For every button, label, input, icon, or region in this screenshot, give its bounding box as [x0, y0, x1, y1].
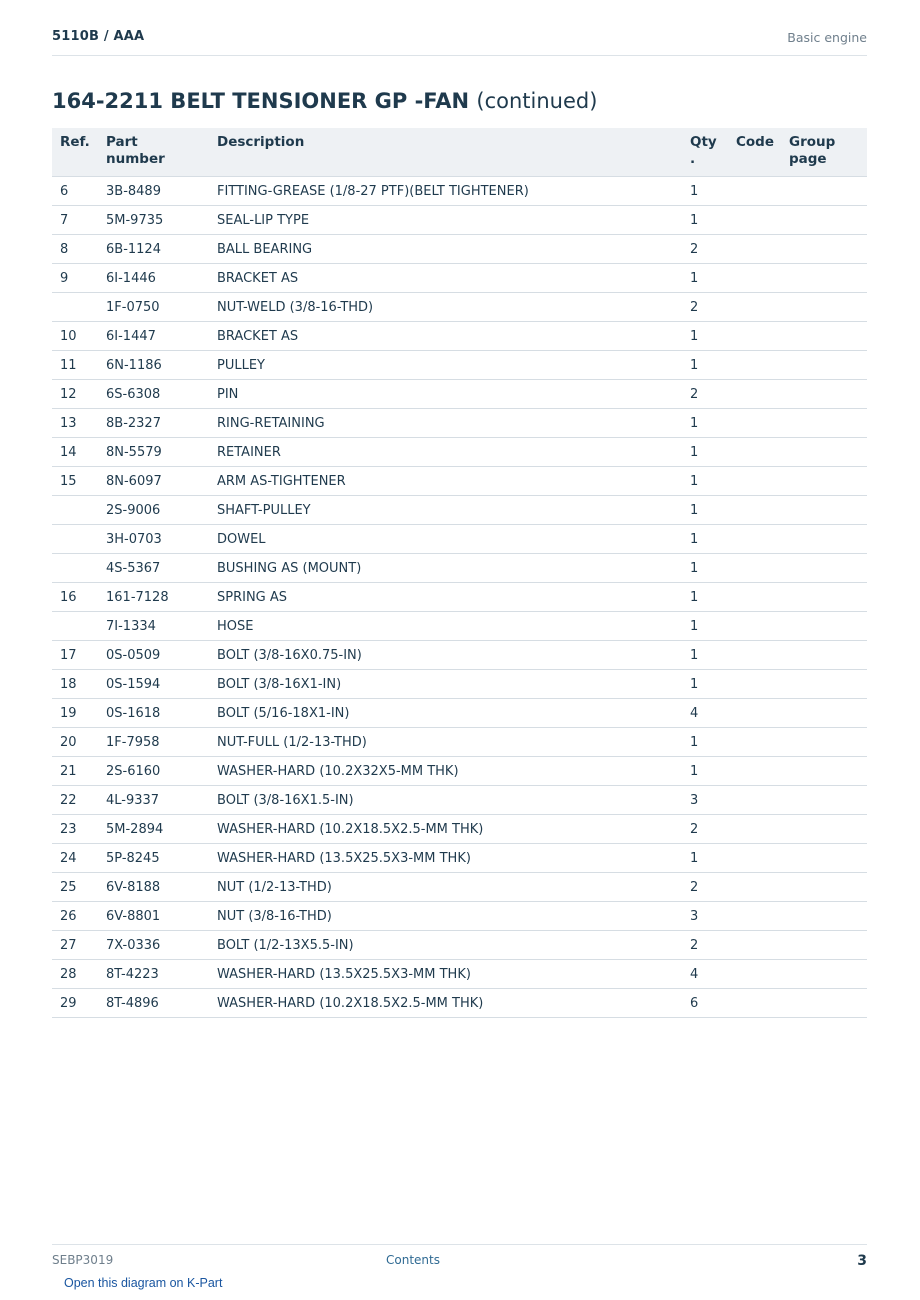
cell-description: DOWEL: [209, 525, 682, 554]
table-row: [52, 554, 867, 583]
cell-part-number: 0S-0509: [98, 641, 209, 670]
cell-description: BOLT (3/8-16X0.75-IN): [209, 641, 682, 670]
page-header: [52, 28, 867, 56]
cell-ref: 29: [52, 989, 98, 1018]
column-header-qty-line2: .: [690, 151, 696, 167]
cell-code: [728, 931, 781, 960]
cell-qty: 1: [682, 583, 728, 612]
cell-description: NUT-FULL (1/2-13-THD): [209, 728, 682, 757]
cell-code: [728, 699, 781, 728]
cell-part-number: 8B-2327: [98, 409, 209, 438]
cell-group-page: [781, 844, 867, 873]
cell-code: [728, 670, 781, 699]
cell-qty: 1: [682, 844, 728, 873]
cell-qty: 1: [682, 351, 728, 380]
cell-code: [728, 235, 781, 264]
cell-description: BRACKET AS: [209, 322, 682, 351]
column-header-description: Description: [209, 128, 682, 177]
cell-description: NUT (3/8-16-THD): [209, 902, 682, 931]
table-row: [52, 351, 867, 380]
cell-ref: 15: [52, 467, 98, 496]
cell-ref: [52, 293, 98, 322]
cell-part-number: 8N-6097: [98, 467, 209, 496]
cell-part-number: 6B-1124: [98, 235, 209, 264]
cell-code: [728, 873, 781, 902]
cell-ref: 22: [52, 786, 98, 815]
cell-description: WASHER-HARD (13.5X25.5X3-MM THK): [209, 844, 682, 873]
cell-description: RING-RETAINING: [209, 409, 682, 438]
cell-qty: 2: [682, 380, 728, 409]
column-header-group-line2: page: [789, 151, 827, 167]
page-title-main: 164-2211 BELT TENSIONER GP -FAN: [52, 89, 470, 113]
cell-description: WASHER-HARD (10.2X18.5X2.5-MM THK): [209, 989, 682, 1018]
cell-group-page: [781, 728, 867, 757]
column-header-group-page: [781, 128, 867, 177]
cell-description: BUSHING AS (MOUNT): [209, 554, 682, 583]
table-row: [52, 322, 867, 351]
cell-part-number: 5P-8245: [98, 844, 209, 873]
cell-part-number: 7I-1334: [98, 612, 209, 641]
cell-ref: 14: [52, 438, 98, 467]
table-row: [52, 438, 867, 467]
cell-code: [728, 844, 781, 873]
cell-code: [728, 525, 781, 554]
cell-ref: 12: [52, 380, 98, 409]
table-row: [52, 728, 867, 757]
cell-part-number: 4S-5367: [98, 554, 209, 583]
cell-code: [728, 496, 781, 525]
cell-part-number: 3H-0703: [98, 525, 209, 554]
cell-description: SEAL-LIP TYPE: [209, 206, 682, 235]
table-row: [52, 670, 867, 699]
cell-code: [728, 467, 781, 496]
column-header-ref: Ref.: [52, 128, 98, 177]
table-row: [52, 467, 867, 496]
cell-code: [728, 757, 781, 786]
section-name: Basic engine: [787, 30, 867, 45]
table-row: [52, 293, 867, 322]
column-header-group-line1: Group: [789, 134, 836, 150]
cell-part-number: 3B-8489: [98, 177, 209, 206]
cell-part-number: 8T-4896: [98, 989, 209, 1018]
cell-code: [728, 902, 781, 931]
cell-description: BALL BEARING: [209, 235, 682, 264]
cell-ref: 18: [52, 670, 98, 699]
cell-description: BRACKET AS: [209, 264, 682, 293]
cell-part-number: 6N-1186: [98, 351, 209, 380]
cell-group-page: [781, 380, 867, 409]
cell-description: BOLT (5/16-18X1-IN): [209, 699, 682, 728]
table-row: [52, 786, 867, 815]
cell-qty: 2: [682, 235, 728, 264]
table-row: [52, 583, 867, 612]
cell-group-page: [781, 467, 867, 496]
cell-group-page: [781, 960, 867, 989]
cell-ref: 28: [52, 960, 98, 989]
cell-code: [728, 409, 781, 438]
cell-description: ARM AS-TIGHTENER: [209, 467, 682, 496]
cell-part-number: 6S-6308: [98, 380, 209, 409]
cell-ref: 19: [52, 699, 98, 728]
table-row: [52, 815, 867, 844]
table-row: [52, 757, 867, 786]
cell-group-page: [781, 409, 867, 438]
cell-ref: 8: [52, 235, 98, 264]
cell-description: BOLT (1/2-13X5.5-IN): [209, 931, 682, 960]
cell-ref: 24: [52, 844, 98, 873]
parts-table-header: [52, 128, 867, 177]
cell-part-number: 161-7128: [98, 583, 209, 612]
cell-group-page: [781, 641, 867, 670]
table-row: [52, 496, 867, 525]
cell-description: NUT-WELD (3/8-16-THD): [209, 293, 682, 322]
cell-part-number: 2S-9006: [98, 496, 209, 525]
cell-ref: 6: [52, 177, 98, 206]
table-row: [52, 844, 867, 873]
model-breadcrumb: 5110B / AAA: [52, 29, 145, 44]
cell-part-number: 5M-2894: [98, 815, 209, 844]
cell-code: [728, 989, 781, 1018]
parts-table-body: [52, 177, 867, 1018]
cell-group-page: [781, 815, 867, 844]
cell-ref: 27: [52, 931, 98, 960]
table-row: [52, 380, 867, 409]
cell-code: [728, 380, 781, 409]
table-row: [52, 989, 867, 1018]
cell-group-page: [781, 351, 867, 380]
table-row: [52, 235, 867, 264]
cell-part-number: 2S-6160: [98, 757, 209, 786]
cell-qty: 1: [682, 641, 728, 670]
cell-description: NUT (1/2-13-THD): [209, 873, 682, 902]
cell-qty: 1: [682, 438, 728, 467]
table-row: [52, 206, 867, 235]
cell-group-page: [781, 873, 867, 902]
cell-qty: 1: [682, 757, 728, 786]
page-title-suffix: (continued): [476, 89, 598, 113]
cell-ref: 9: [52, 264, 98, 293]
column-header-qty-line1: Qty: [690, 134, 717, 150]
cell-group-page: [781, 206, 867, 235]
cell-code: [728, 322, 781, 351]
cell-code: [728, 206, 781, 235]
cell-ref: [52, 554, 98, 583]
cell-group-page: [781, 786, 867, 815]
cell-description: WASHER-HARD (10.2X18.5X2.5-MM THK): [209, 815, 682, 844]
cell-qty: 2: [682, 931, 728, 960]
cell-qty: 2: [682, 293, 728, 322]
cell-group-page: [781, 583, 867, 612]
cell-ref: 23: [52, 815, 98, 844]
cell-part-number: 8N-5579: [98, 438, 209, 467]
cell-group-page: [781, 177, 867, 206]
cell-qty: 1: [682, 496, 728, 525]
cell-part-number: 1F-7958: [98, 728, 209, 757]
cell-qty: 1: [682, 322, 728, 351]
cell-code: [728, 815, 781, 844]
cell-group-page: [781, 554, 867, 583]
cell-ref: [52, 612, 98, 641]
table-row: [52, 525, 867, 554]
cell-description: WASHER-HARD (13.5X25.5X3-MM THK): [209, 960, 682, 989]
cell-qty: 2: [682, 873, 728, 902]
table-row: [52, 902, 867, 931]
cell-description: SHAFT-PULLEY: [209, 496, 682, 525]
cell-group-page: [781, 235, 867, 264]
cell-code: [728, 583, 781, 612]
cell-part-number: 5M-9735: [98, 206, 209, 235]
cell-qty: 6: [682, 989, 728, 1018]
table-row: [52, 960, 867, 989]
cell-group-page: [781, 670, 867, 699]
cell-ref: [52, 496, 98, 525]
cell-group-page: [781, 293, 867, 322]
column-header-part-number: Part number: [98, 128, 209, 177]
cell-ref: 26: [52, 902, 98, 931]
cell-group-page: [781, 525, 867, 554]
cell-description: RETAINER: [209, 438, 682, 467]
cell-part-number: 8T-4223: [98, 960, 209, 989]
cell-description: PULLEY: [209, 351, 682, 380]
cell-qty: 1: [682, 554, 728, 583]
cell-description: WASHER-HARD (10.2X32X5-MM THK): [209, 757, 682, 786]
cell-description: BOLT (3/8-16X1-IN): [209, 670, 682, 699]
cell-code: [728, 960, 781, 989]
page-title: [52, 89, 597, 113]
table-row: [52, 873, 867, 902]
cell-ref: 7: [52, 206, 98, 235]
cell-qty: 1: [682, 670, 728, 699]
cell-group-page: [781, 699, 867, 728]
document-id: SEBP3019: [52, 1253, 114, 1267]
cell-description: SPRING AS: [209, 583, 682, 612]
cell-part-number: 1F-0750: [98, 293, 209, 322]
cell-group-page: [781, 931, 867, 960]
cell-part-number: 4L-9337: [98, 786, 209, 815]
cell-group-page: [781, 438, 867, 467]
cell-qty: 4: [682, 960, 728, 989]
cell-part-number: 6I-1446: [98, 264, 209, 293]
cell-code: [728, 786, 781, 815]
table-row: [52, 177, 867, 206]
cell-qty: 1: [682, 612, 728, 641]
cell-group-page: [781, 496, 867, 525]
page-footer: [52, 1244, 867, 1274]
cell-code: [728, 554, 781, 583]
table-row: [52, 699, 867, 728]
cell-ref: 11: [52, 351, 98, 380]
cell-part-number: 7X-0336: [98, 931, 209, 960]
table-row: [52, 641, 867, 670]
cell-part-number: 6I-1447: [98, 322, 209, 351]
cell-group-page: [781, 989, 867, 1018]
cell-qty: 1: [682, 264, 728, 293]
cell-code: [728, 438, 781, 467]
cell-group-page: [781, 757, 867, 786]
page-number: 3: [857, 1253, 867, 1269]
column-header-code: Code: [728, 128, 781, 177]
cell-part-number: 0S-1618: [98, 699, 209, 728]
cell-qty: 3: [682, 902, 728, 931]
cell-description: FITTING-GREASE (1/8-27 PTF)(BELT TIGHTENER): [209, 177, 682, 206]
cell-description: BOLT (3/8-16X1.5-IN): [209, 786, 682, 815]
cell-part-number: 6V-8188: [98, 873, 209, 902]
cell-qty: 3: [682, 786, 728, 815]
column-header-qty: [682, 128, 728, 177]
cell-code: [728, 264, 781, 293]
cell-ref: 17: [52, 641, 98, 670]
table-row: [52, 264, 867, 293]
cell-code: [728, 177, 781, 206]
cell-qty: 2: [682, 815, 728, 844]
cell-code: [728, 641, 781, 670]
cell-ref: 13: [52, 409, 98, 438]
cell-qty: 4: [682, 699, 728, 728]
cell-ref: 10: [52, 322, 98, 351]
cell-code: [728, 612, 781, 641]
cell-description: HOSE: [209, 612, 682, 641]
cell-qty: 1: [682, 728, 728, 757]
cell-ref: [52, 525, 98, 554]
cell-qty: 1: [682, 467, 728, 496]
cell-qty: 1: [682, 525, 728, 554]
table-row: [52, 931, 867, 960]
cell-group-page: [781, 612, 867, 641]
cell-qty: 1: [682, 177, 728, 206]
cell-part-number: 6V-8801: [98, 902, 209, 931]
parts-table: [52, 128, 867, 1018]
cell-qty: 1: [682, 409, 728, 438]
cell-group-page: [781, 322, 867, 351]
header-row: [52, 128, 867, 177]
cell-group-page: [781, 264, 867, 293]
cell-ref: 25: [52, 873, 98, 902]
cell-qty: 1: [682, 206, 728, 235]
cell-ref: 21: [52, 757, 98, 786]
table-row: [52, 409, 867, 438]
cell-group-page: [781, 902, 867, 931]
table-row: [52, 612, 867, 641]
cell-part-number: 0S-1594: [98, 670, 209, 699]
cell-ref: 16: [52, 583, 98, 612]
cell-code: [728, 728, 781, 757]
open-kpart-link[interactable]: Open this diagram on K-Part: [64, 1276, 223, 1290]
contents-link[interactable]: Contents: [386, 1253, 440, 1267]
cell-description: PIN: [209, 380, 682, 409]
cell-code: [728, 351, 781, 380]
cell-code: [728, 293, 781, 322]
cell-ref: 20: [52, 728, 98, 757]
